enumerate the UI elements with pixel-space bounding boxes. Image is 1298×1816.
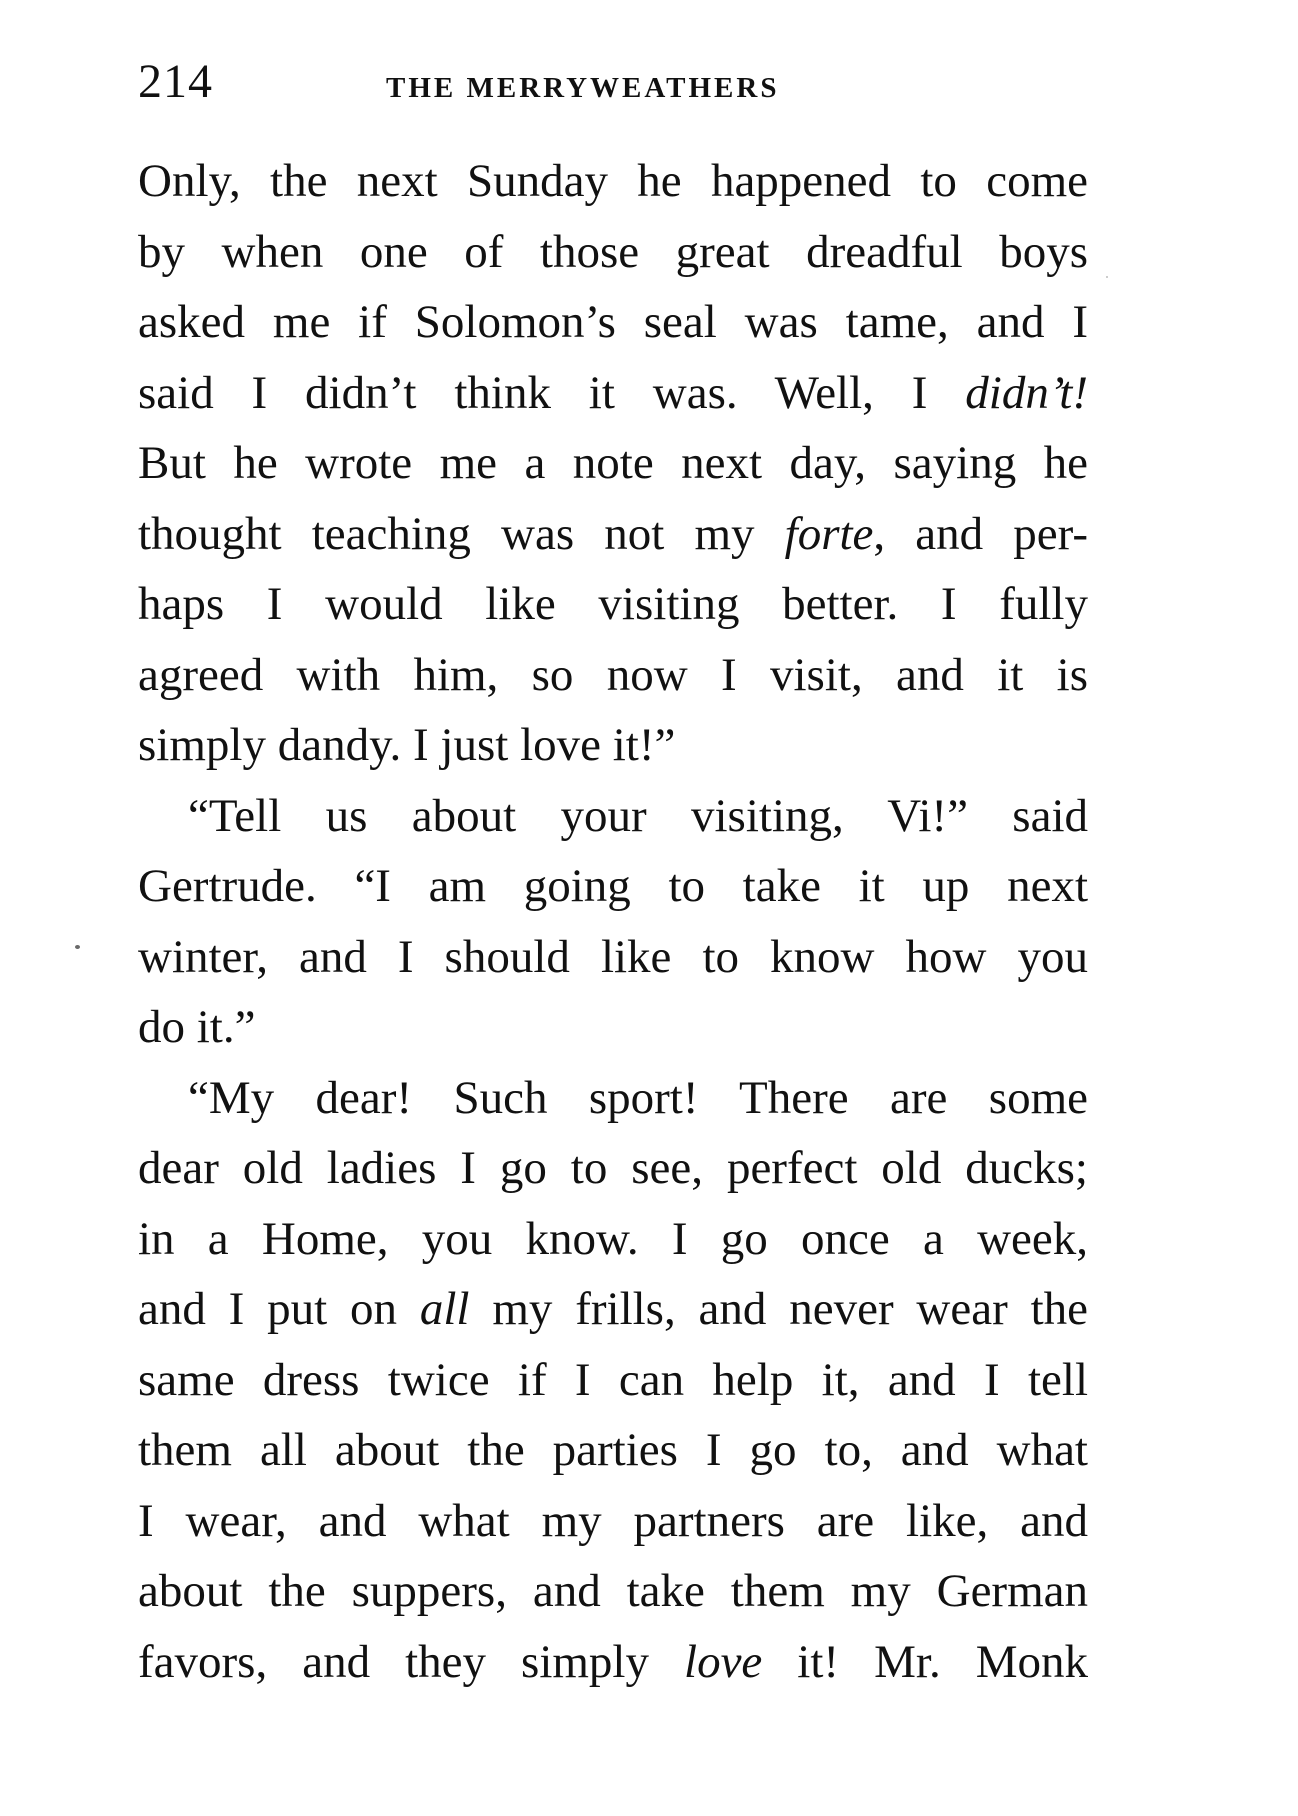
text-line: agreed with him, so now I visit, and it is [138, 648, 1088, 701]
scan-speck [1106, 276, 1108, 278]
text-line: favors, and they simply love it! Mr. Monk [138, 1635, 1088, 1688]
text-line: in a Home, you know. I go once a week, [138, 1212, 1088, 1265]
text-line: by when one of those great dreadful boys [138, 225, 1088, 278]
text-line: same dress twice if I can help it, and I tell [138, 1353, 1088, 1406]
text-line: dear old ladies I go to see, perfect old ducks; [138, 1142, 1088, 1194]
page-header [138, 52, 1088, 112]
text-line: I wear, and what my partners are like, and [138, 1494, 1088, 1547]
text-line: do it.” [138, 1001, 256, 1053]
emphasis: love [684, 1635, 763, 1688]
text-line: simply dandy. I just love it!” [138, 719, 676, 771]
text-line: asked me if Solomon’s seal was tame, and I [138, 296, 1088, 348]
text-line: about the suppers, and take them my German [138, 1565, 1088, 1617]
page-number: 214 [138, 55, 213, 108]
text-line: said I didn’t think it was. Well, I didn’t! [138, 366, 1088, 419]
body-text [138, 146, 1088, 1697]
emphasis: forte [784, 507, 874, 560]
text-line: them all about the parties I go to, and what [138, 1424, 1088, 1476]
text-line: But he wrote me a note next day, saying he [138, 437, 1088, 489]
text-line: Gertrude. “I am going to take it up next [138, 860, 1088, 912]
text-line: Only, the next Sunday he happened to come [138, 155, 1088, 207]
text-line: “My dear! Such sport! There are some [188, 1071, 1088, 1124]
scan-speck [75, 945, 80, 949]
text-line: winter, and I should like to know how you [138, 930, 1088, 983]
text-line: thought teaching was not my forte, and per- [138, 507, 1088, 560]
text-line: haps I would like visiting better. I fully [138, 578, 1088, 630]
emphasis: all [419, 1283, 470, 1335]
running-title: THE MERRYWEATHERS [386, 72, 780, 104]
text-line: “Tell us about your visiting, Vi!” said [188, 789, 1088, 842]
text-line: and I put on all my frills, and never wear the [138, 1283, 1088, 1335]
emphasis: didn’t! [965, 366, 1088, 419]
